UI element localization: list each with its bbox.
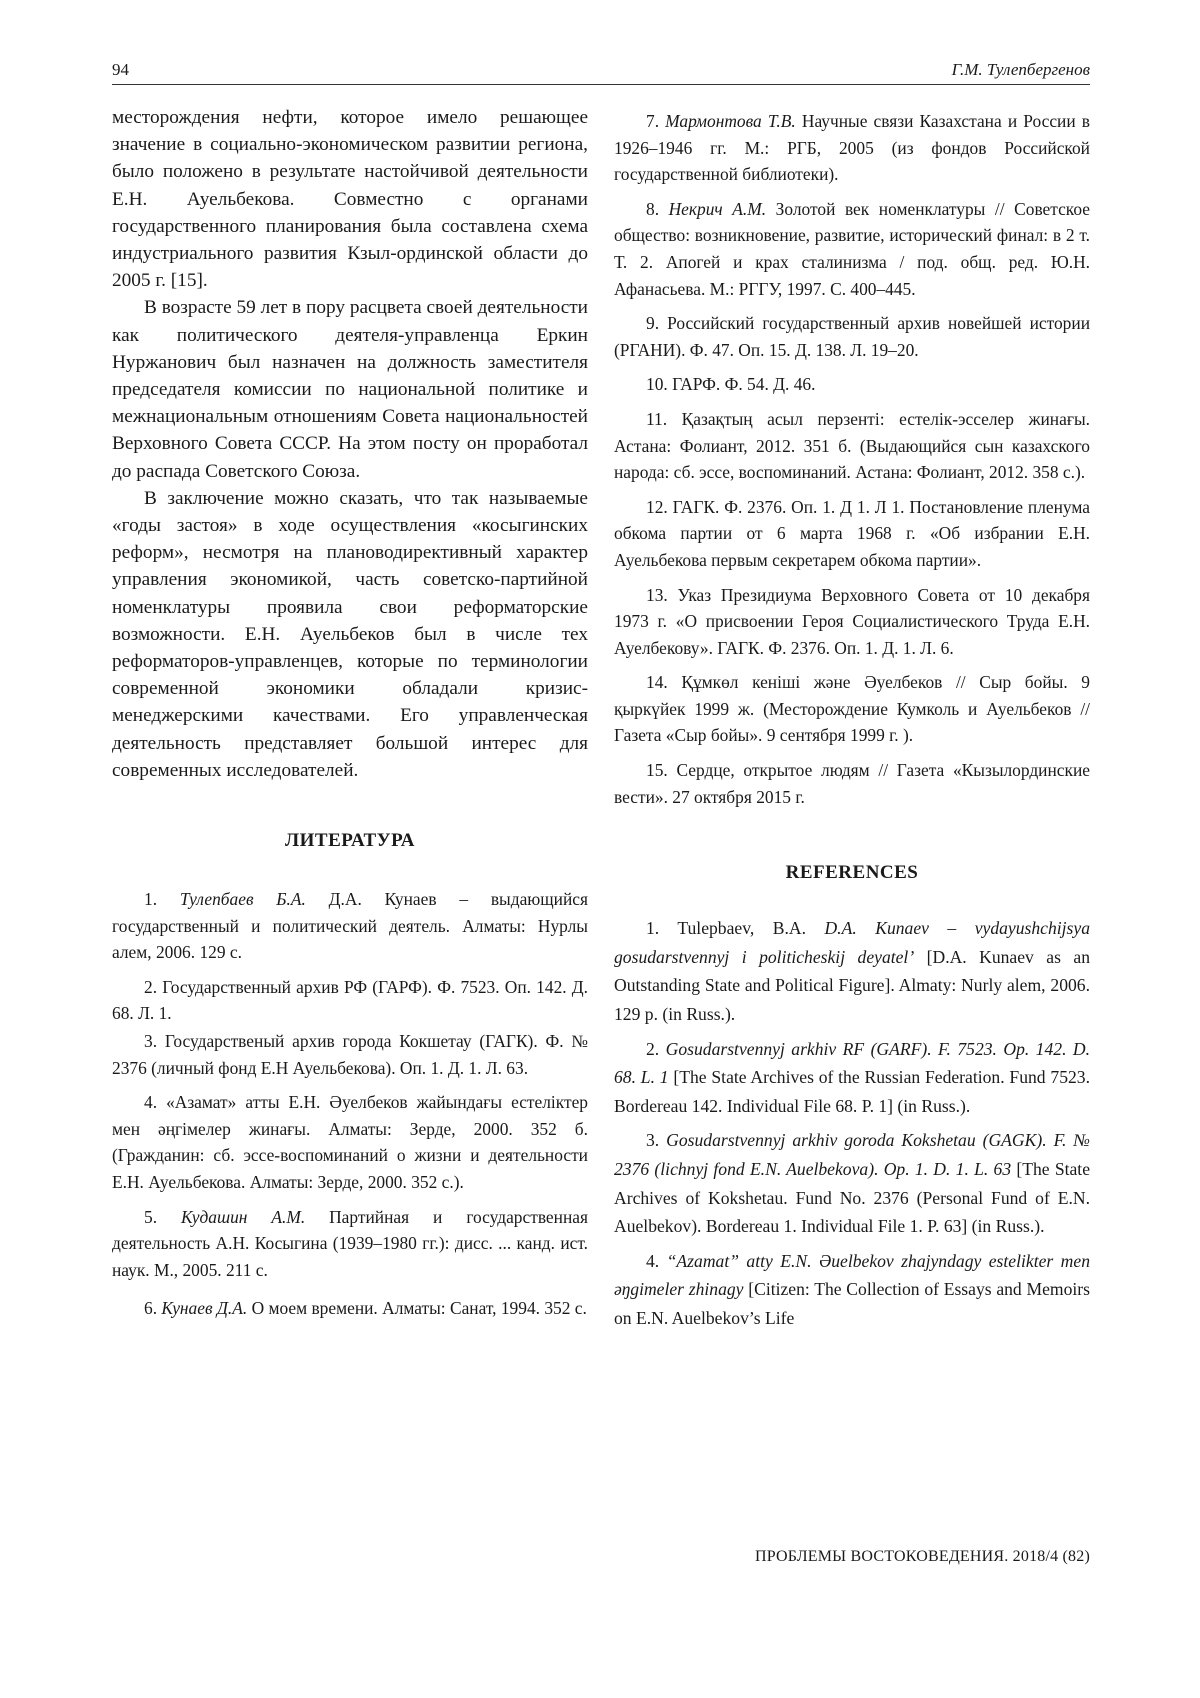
references-heading: REFERENCES	[785, 862, 919, 884]
reference-author: Некрич А.М.	[668, 198, 767, 219]
page-header	[112, 58, 1090, 85]
reference-title: D.A. Kunaev – vydayushchijsya gosudarstvennyj i politicheskij deyatel’	[614, 918, 1091, 967]
reference-title: Gosudarstvennyj arkhiv RF (GARF). F. 7523. Op. 142. D. 68. L. 1	[614, 1038, 1090, 1088]
running-author: Г.М. Тулепбергенов	[951, 60, 1090, 79]
reference-item: 3. Gosudarstvennyj arkhiv goroda Kokshetau (GAGK). F. № 2376 (lichnyj fond E.N. Auelbekova). Op. 1. D. 1. L. 63 [The State Archives of Kokshetau. Fund No. 2376 (Personal Fund of E.N. Auelbekov). Bordereau 1. Individual File 1. P. 63] (in Russ.).	[614, 1130, 1091, 1237]
journal-footer: ПРОБЛЕМЫ ВОСТОКОВЕДЕНИЯ. 2018/4 (82)	[754, 1548, 1090, 1565]
reference-author: Кунаев Д.А.	[161, 1298, 248, 1319]
reference-item: 4. «Азамат» атты Е.Н. Әуелбеков жайындағы естеліктер мен әңгімелер жинағы. Алматы: Зерде, 2000. 352 б. (Гражданин: сб. эссе-воспоминаний о жизни и деятельности Е.Н. Ауельбекова. Алматы: Зерде, 2000. 352 с.).	[112, 1092, 588, 1193]
reference-item: 7. Мармонтова Т.В. Научные связи Казахстана и России в 1926–1946 гг. М.: РГБ, 2005 (из фондов Российской государственной библиотеки).	[614, 111, 1091, 185]
reference-item: 12. ГАГК. Ф. 2376. Оп. 1. Д 1. Л 1. Постановление пленума обкома партии от 6 марта 1968 г. «Об избрании Е.Н. Ауельбекова первым секретарем обкома партии».	[614, 496, 1090, 570]
body-paragraph: В возрасте 59 лет в пору расцвета своей деятельности как политического деятеля-управленца Еркин Нуржанович был назначен на должность заместителя председателя комиссии по национальной политике и межнациональным отношениям Совета национальностей Верховного Совета СССР. На этом посту он проработал до распада Советского Союза.	[112, 297, 588, 482]
references-list	[614, 914, 1090, 1332]
reference-item: 13. Указ Президиума Верховного Совета от 10 декабря 1973 г. «О присвоении Героя Социалистического Труда Е.Н. Ауелбекову». ГАГК. Ф. 2376. Оп. 1. Д. 1. Л. 6.	[614, 584, 1090, 658]
reference-item: 5. Кудашин А.М. Партийная и государственная деятельность А.Н. Косыгина (1939–1980 гг.): дисс. ... канд. ист. наук. М., 2005. 211 с.	[112, 1206, 588, 1280]
page-number: 94	[112, 60, 129, 79]
reference-item: 10. ГАРФ. Ф. 54. Д. 46.	[646, 374, 816, 395]
left-column	[112, 104, 588, 1325]
reference-item: 3. Государственый архив города Кокшетау (ГАГК). Ф. № 2376 (личный фонд Е.Н Ауельбекова). Оп. 1. Д. 1. Л. 63.	[112, 1031, 588, 1078]
reference-author: Кудашин А.М.	[181, 1206, 306, 1227]
literature-list	[112, 886, 588, 1325]
reference-item: 14. Құмкөл кеніші және Әуелбеков // Сыр бойы. 9 қыркүйек 1999 ж. (Месторождение Кумколь и Ауельбеков // Газета «Сыр бойы». 9 сентября 1999 г. ).	[614, 672, 1090, 746]
reference-author: Мармонтова Т.В.	[665, 111, 796, 131]
body-paragraph: месторождения нефти, которое имело решающее значение в социально-экономическом развитии региона, было положено в результате настойчивой деятельности Е.Н. Ауельбекова. Совместно с органами государственного планирования была составлена схема индустриального развития Кзыл-ординской области до 2005 г. [15].	[112, 107, 588, 292]
reference-title: Gosudarstvennyj arkhiv goroda Kokshetau (GAGK). F. № 2376 (lichnyj fond E.N. Auelbekova). Op. 1. D. 1. L. 63	[614, 1130, 1090, 1179]
reference-item: 1. Тулепбаев Б.А. Д.А. Кунаев – выдающийся государственный и политический деятель. Алматы: Нурлы алем, 2006. 129 с.	[112, 889, 588, 963]
reference-item: 4. “Azamat” atty E.N. Əuelbekov zhajyndagy estelikter men əŋgimeler zhinagy [Citizen: The Collection of Essays and Memoirs on E.N. Auelbekov’s Life	[614, 1250, 1090, 1328]
reference-item: 9. Российский государственный архив новейшей истории (РГАНИ). Ф. 47. Оп. 15. Д. 138. Л. 19–20.	[614, 313, 1090, 360]
reference-item: 6. Кунаев Д.А. О моем времени. Алматы: Санат, 1994. 352 с.	[144, 1298, 587, 1319]
reference-title: “Azamat” atty E.N. Əuelbekov zhajyndagy estelikter men əŋgimeler zhinagy	[614, 1250, 1090, 1300]
reference-item: 2. Государственный архив РФ (ГАРФ). Ф. 7523. Оп. 142. Д. 68. Л. 1.	[112, 976, 589, 1024]
reference-item: 15. Сердце, открытое людям // Газета «Кызылординские вести». 27 октября 2015 г.	[614, 760, 1090, 807]
reference-item: 2. Gosudarstvennyj arkhiv RF (GARF). F. 7523. Op. 142. D. 68. L. 1 [The State Archives of the Russian Federation. Fund 7523. Bordereau 142. Individual File 68. P. 1] (in Russ.).	[614, 1038, 1090, 1116]
reference-item: 11. Қазақтың асыл перзенті: естелік-эсселер жинағы. Астана: Фолиант, 2012. 351 б. (Выдающийся сын казахского народа: сб. эссе, воспоминаний. Астана: Фолиант, 2012. 358 с.).	[614, 408, 1090, 483]
reference-item: 8. Некрич А.М. Золотой век номенклатуры // Советское общество: возникновение, развитие, исторический финал: в 2 т. Т. 2. Апогей и крах сталинизма / под. общ. ред. Ю.Н. Афанасьева. М.: РГГУ, 1997. С. 400–445.	[614, 198, 1090, 299]
body-paragraph: В заключение можно сказать, что так называемые «годы застоя» в ходе осуществления «косыгинских реформ», несмотря на плановодирективный характер управления экономикой, часть советско-партийной номенклатуры проявила свои реформаторские возможности. Е.Н. Ауельбеков был в числе тех реформаторов-управленцев, которые по терминологии современной экономики обладали кризис-менеджерскими качествами. Его управленческая деятельность представляет большой интерес для современных исследователей.	[112, 487, 588, 781]
reference-item: 1. Tulepbaev, B.A. D.A. Kunaev – vydayushchijsya gosudarstvennyj i politicheskij deyatel’ [D.A. Kunaev as an Outstanding State and Political Figure]. Almaty: Nurly alem, 2006. 129 p. (in Russ.).	[614, 918, 1091, 1025]
reference-author: Тулепбаев Б.А.	[179, 889, 306, 910]
right-column	[614, 108, 1090, 1333]
literature-heading: ЛИТЕРАТУРА	[284, 830, 416, 852]
